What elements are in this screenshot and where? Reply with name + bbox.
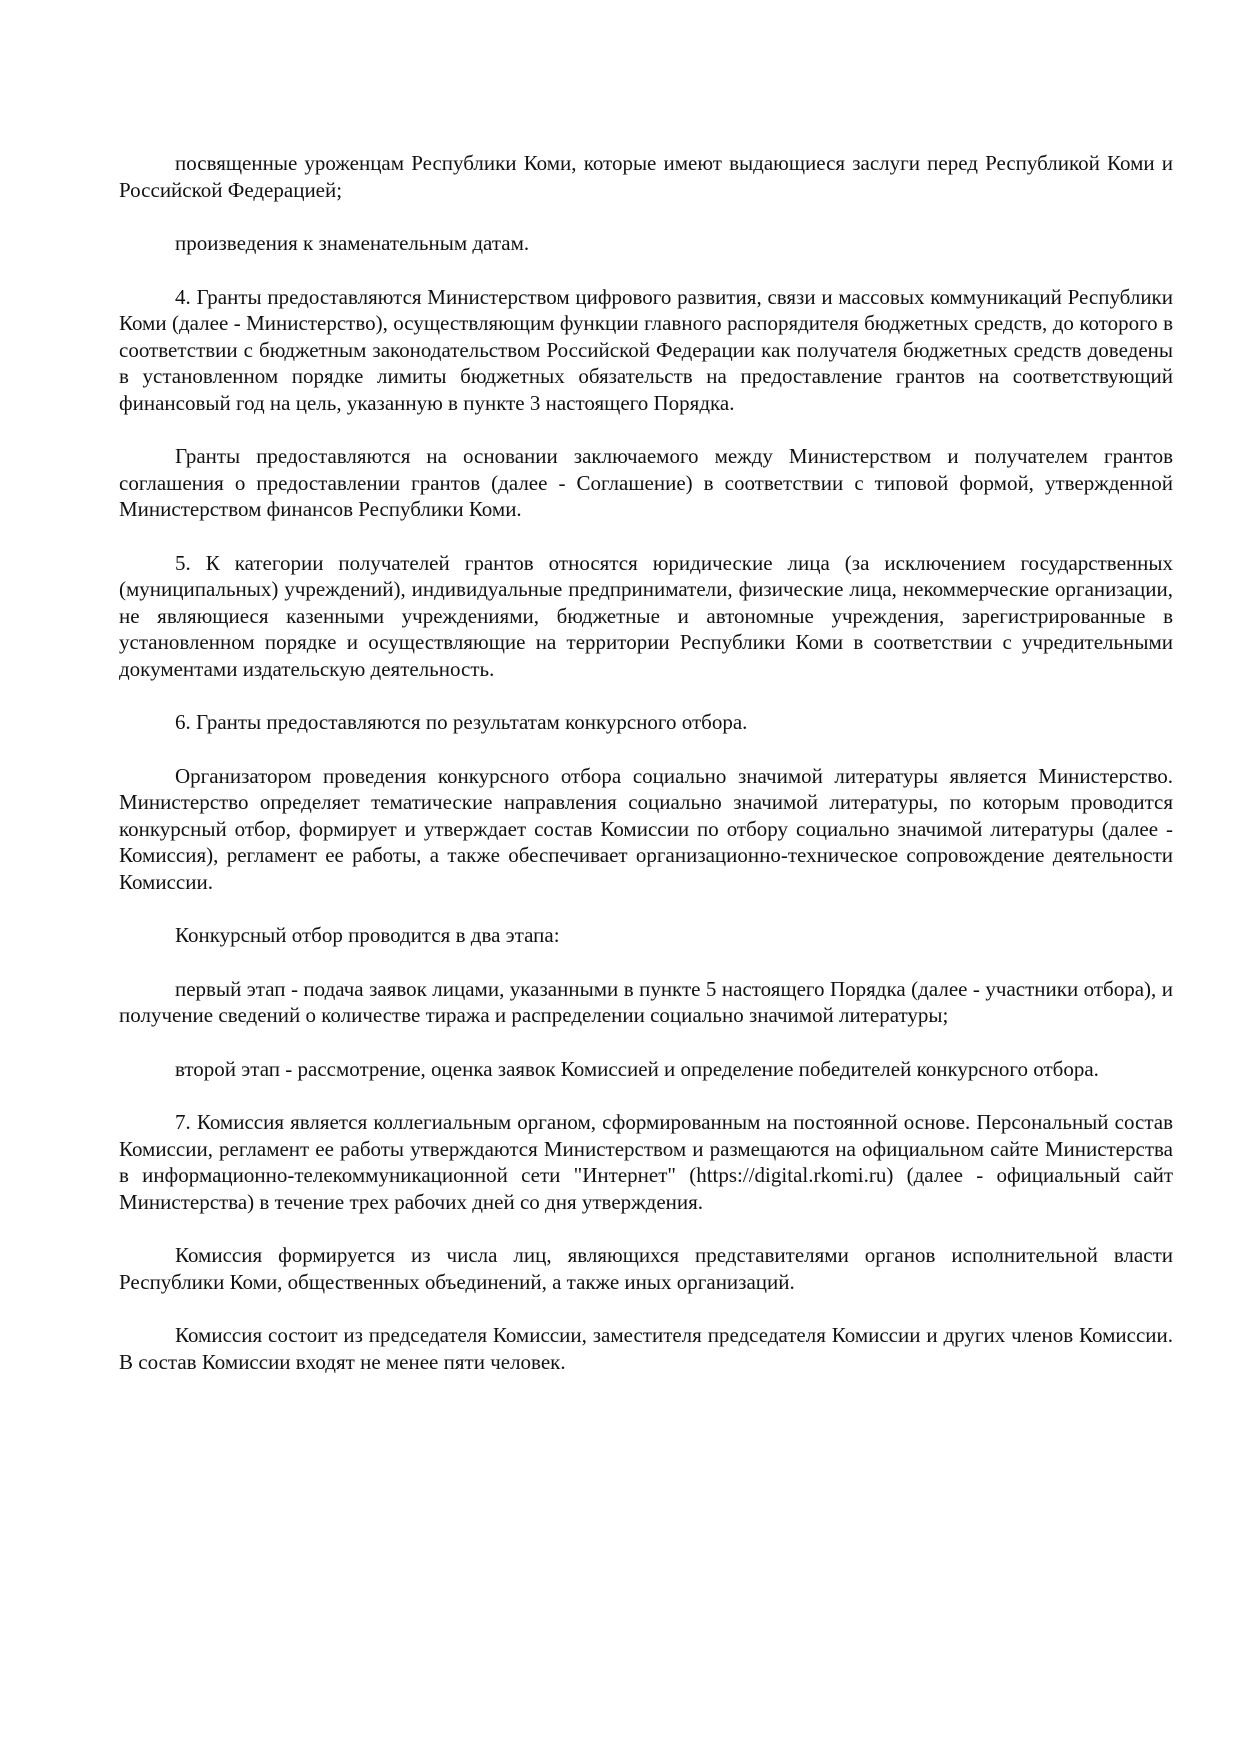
paragraph-clause-5: 5. К категории получателей грантов относятся юридические лица (за исключением государственных (муниципальных) учреждений), индивидуальные предприниматели, физические лица, некоммерческие организации, не являющиеся казенными учреждениями, бюджетные и автономные учреждения, зарегистрированные в установленном порядке и осуществляющие на территории Республики Коми в соответствии с учредительными документами издательскую деятельность. [119,550,1173,681]
paragraph-clause-4: 4. Гранты предоставляются Министерством цифрового развития, связи и массовых коммуникаций Республики Коми (далее - Министерство), осуществляющим функции главного распорядителя бюджетных средств, до которого в соответствии с бюджетным законодательством Российской Федерации как получателя бюджетных средств доведены в установленном порядке лимиты бюджетных обязательств на предоставление грантов на соответствующий финансовый год на цель, указанную в пункте 3 настоящего Порядка. [119,284,1173,415]
paragraph-anniversary-works: произведения к знаменательным датам. [175,231,530,255]
document-page [119,150,1173,1402]
paragraph-natives-list-item: посвященные уроженцам Республики Коми, которые имеют выдающиеся заслуги перед Республикой Коми и Российской Федерацией; [119,151,1173,202]
paragraph-commission-members: Комиссия состоит из председателя Комиссии, заместителя председателя Комиссии и других членов Комиссии. В состав Комиссии входят не менее пяти человек. [119,1323,1173,1374]
paragraph-clause-7: 7. Комиссия является коллегиальным органом, сформированным на постоянной основе. Персональный состав Комиссии, регламент ее работы утверждаются Министерством и размещаются на официальном сайте Министерства в информационно-телекоммуникационной сети "Интернет" (https://digital.rkomi.ru) (далее - официальный сайт Министерства) в течение трех рабочих дней со дня утверждения. [119,1110,1173,1214]
paragraph-stage-two: второй этап - рассмотрение, оценка заявок Комиссией и определение победителей конкурсного отбора. [175,1056,1099,1081]
paragraph-two-stages: Конкурсный отбор проводится в два этапа: [175,923,560,947]
paragraph-stage-one: первый этап - подача заявок лицами, указанными в пункте 5 настоящего Порядка (далее - участники отбора), и получение сведений о количестве тиража и распределении социально значимой литературы; [119,976,1173,1027]
paragraph-commission-composition: Комиссия формируется из числа лиц, являющихся представителями органов исполнительной власти Республики Коми, общественных объединений, а также иных организаций. [119,1243,1173,1294]
paragraph-agreement: Гранты предоставляются на основании заключаемого между Министерством и получателем грантов соглашения о предоставлении грантов (далее - Соглашение) в соответствии с типовой формой, утвержденной Министерством финансов Республики Коми. [119,444,1173,521]
paragraph-clause-6: 6. Гранты предоставляются по результатам конкурсного отбора. [175,710,748,734]
paragraph-organizer: Организатором проведения конкурсного отбора социально значимой литературы является Министерство. Министерство определяет тематические направления социально значимой литературы, по которым проводится конкурсный отбор, формирует и утверждает состав Комиссии по отбору социально значимой литературы (далее - Комиссия), регламент ее работы, а также обеспечивает организационно-техническое сопровождение деятельности Комиссии. [119,763,1173,894]
